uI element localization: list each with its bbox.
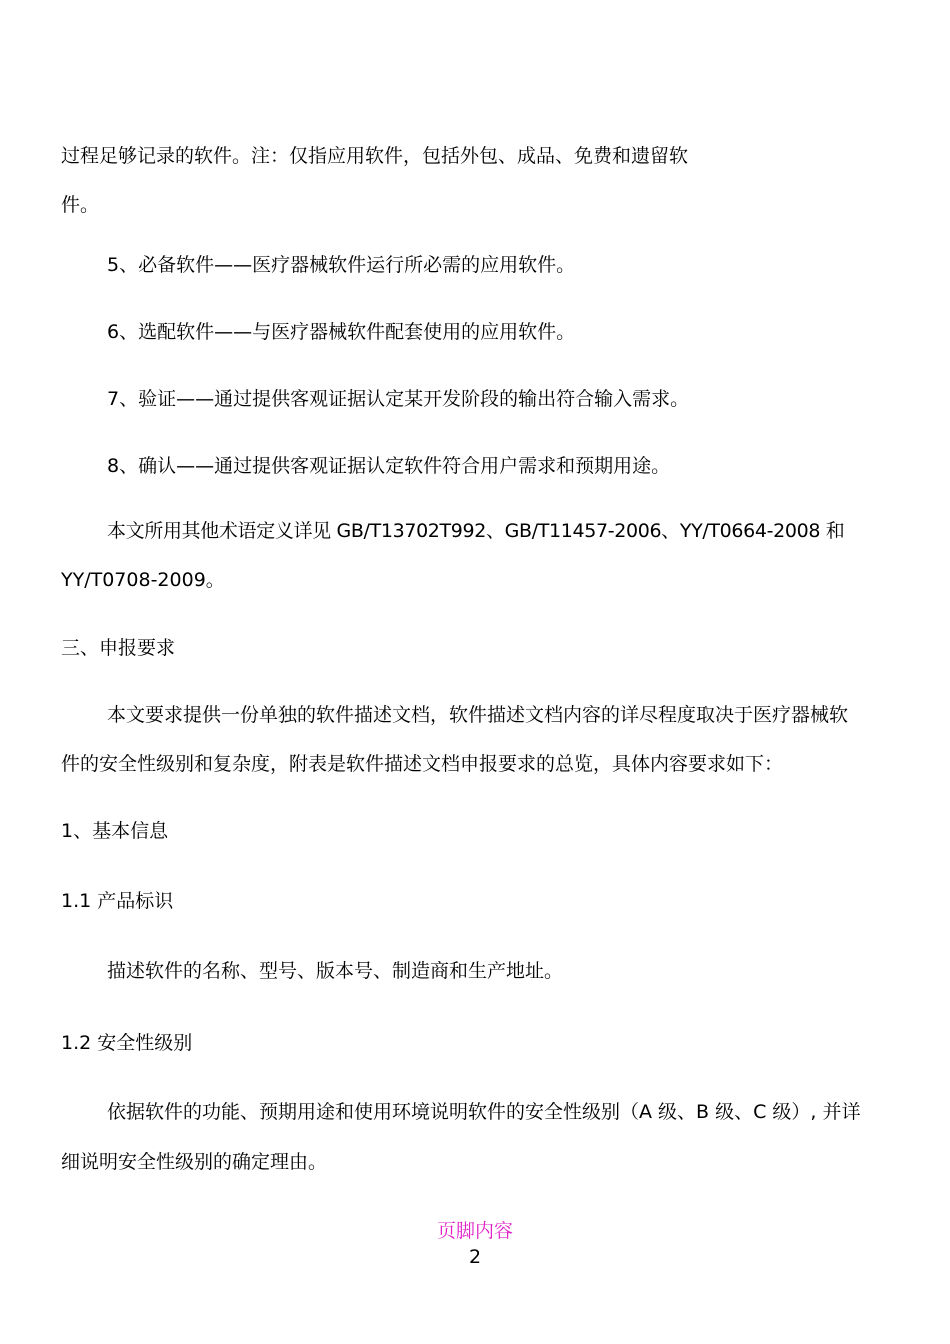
safety-level-paragraph-line-2: 细说明安全性级别的确定理由。 xyxy=(61,1151,328,1173)
requirements-paragraph-line-2: 件的安全性级别和复杂度，附表是软件描述文档申报要求的总览，具体内容要求如下： xyxy=(61,753,784,775)
page-number: 2 xyxy=(468,1246,482,1268)
definition-item-6: 6、选配软件——与医疗器械软件配套使用的应用软件。 xyxy=(107,321,576,343)
section-heading-requirements: 三、申报要求 xyxy=(61,637,176,659)
footer-content-label: 页脚内容 xyxy=(436,1220,513,1242)
terms-reference-line-2: YY/T0708-2009。 xyxy=(61,569,225,591)
subheading-safety-level: 1.2 安全性级别 xyxy=(61,1032,193,1054)
subheading-product-id: 1.1 产品标识 xyxy=(61,890,174,912)
definition-item-7: 7、验证——通过提供客观证据认定某开发阶段的输出符合输入需求。 xyxy=(107,388,690,410)
safety-level-paragraph-line-1: 依据软件的功能、预期用途和使用环境说明软件的安全性级别（A 级、B 级、C 级）, 并详 xyxy=(107,1101,861,1123)
subheading-basic-info: 1、基本信息 xyxy=(61,820,169,842)
requirements-paragraph-line-1: 本文要求提供一份单独的软件描述文档，软件描述文档内容的详尽程度取决于医疗器械软 xyxy=(107,704,849,726)
product-id-paragraph: 描述软件的名称、型号、版本号、制造商和生产地址。 xyxy=(107,960,564,982)
definition-item-8: 8、确认——通过提供客观证据认定软件符合用户需求和预期用途。 xyxy=(107,455,671,477)
paragraph-line-continuation: 过程足够记录的软件。注：仅指应用软件，包括外包、成品、免费和遗留软 xyxy=(61,145,689,167)
paragraph-line-continuation-end: 件。 xyxy=(61,194,100,216)
definition-item-5: 5、必备软件——医疗器械软件运行所必需的应用软件。 xyxy=(107,254,576,276)
terms-reference-line-1: 本文所用其他术语定义详见 GB/T13702T992、GB/T11457-2006、YY/T0664-2008 和 xyxy=(107,520,845,542)
